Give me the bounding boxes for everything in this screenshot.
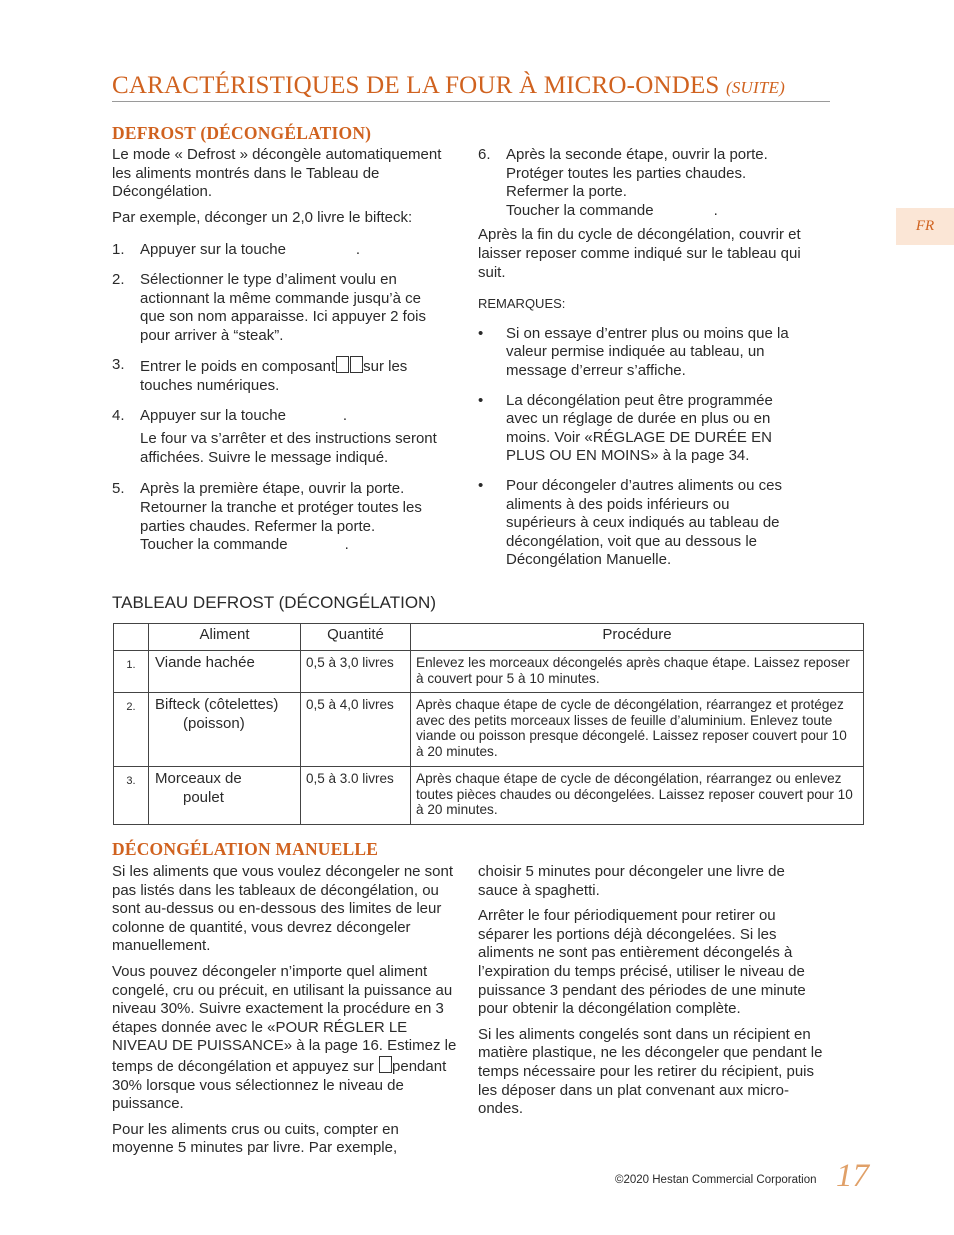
row-number: 2.	[114, 693, 149, 767]
step-number: 2.	[112, 270, 125, 288]
manual-p4: choisir 5 minutes pour décongeler une livre de sauce à spaghetti.	[478, 863, 785, 899]
remark-text: Si on essaye d’entrer plus ou moins que la valeur permise indiquée au tableau, un message d’erreur s’affiche.	[506, 324, 789, 379]
manual-p2-text: Vous pouvez décongeler n’importe quel aliment congelé, cru ou précuit, en utilisant la puissance au niveau 30%. Suivre exactement la procédure en 3 étapes donnée avec le «POUR RÉGLER LE NIVEAU DE PUISSANCE» à la page 16. Estimez le temps de décongélation et appuyez sur	[112, 962, 457, 1075]
table-row	[114, 651, 864, 693]
step-text: sur les touches numériques.	[140, 358, 408, 394]
food-name: Viande hachée	[155, 654, 255, 671]
step-number: 4.	[112, 406, 125, 424]
column-header	[114, 624, 149, 651]
step-number: 5.	[112, 480, 125, 498]
row-number: 3.	[114, 767, 149, 825]
column-header: Quantité	[301, 624, 411, 651]
procedure-cell: Enlevez les morceaux décongelés après chaque étape. Laissez reposer à couvert pour 5 à 10 minutes.	[411, 651, 864, 693]
defrost-left-column	[112, 146, 464, 555]
step-1	[112, 241, 464, 260]
food-cell	[149, 693, 301, 767]
step-end: .	[713, 201, 718, 219]
quantity-cell: 0,5 à 3.0 livres	[301, 767, 411, 825]
manual-p6: Si les aliments congelés sont dans un récipient en matière plastique, ne les décongeler que pendant le temps nécessaire pour les retirer du récipient, puis les déposer dans un plat convenant aux micro-ondes.	[478, 1025, 823, 1118]
column-header: Aliment	[149, 624, 301, 651]
manual-right-column	[478, 863, 824, 1119]
remark-text: Pour décongeler d’autres aliments ou ces aliments à des poids inférieurs ou supérieurs à ceux indiqués au tableau de décongélation, voit que au dessous le Décongélation Manuelle.	[506, 476, 782, 569]
quantity-cell: 0,5 à 4,0 livres	[301, 693, 411, 767]
table-heading: TABLEAU DEFROST (DÉCONGÉLATION)	[112, 593, 436, 612]
step-number: 6.	[478, 146, 491, 163]
step-text: Après la première étape, ouvrir la porte. Retourner la tranche et protéger toutes les parties chaudes. Refermer la porte.	[140, 480, 422, 535]
manual-p2	[112, 963, 458, 1114]
step-end: .	[344, 536, 349, 554]
bullet: •	[478, 476, 484, 494]
step-6	[478, 146, 796, 220]
table-row	[114, 767, 864, 825]
remark-item	[478, 392, 800, 466]
key-box-icon	[336, 356, 349, 373]
defrost-example: Par exemple, déconger un 2,0 livre le bifteck:	[112, 208, 413, 226]
defrost-intro: Le mode « Defrost » décongèle automatiquement les aliments montrés dans le Tableau de Décongélation.	[112, 146, 442, 201]
defrost-after: Après la fin du cycle de décongélation, couvrir et laisser reposer comme indiqué sur le tableau qui suit.	[478, 226, 801, 281]
footer-copyright: ©2020 Hestan Commercial Corporation	[615, 1174, 817, 1186]
step-4	[112, 407, 464, 468]
row-number: 1.	[114, 651, 149, 693]
bullet: •	[478, 391, 484, 409]
procedure-cell: Après chaque étape de cycle de décongélation, réarrangez ou enlevez toutes pièces chaudes ou décongelées. Laissez reposer couvert pour 10 à 20 minutes.	[411, 767, 864, 825]
step-3	[112, 356, 440, 395]
step-number: 3.	[112, 356, 125, 374]
food-name-continued: (poisson)	[183, 714, 245, 732]
step-text: Appuyer sur la touche	[140, 406, 286, 424]
step-text: Entrer le poids en composant	[140, 358, 336, 376]
manual-p3: Pour les aliments crus ou cuits, compter en moyenne 5 minutes par livre. Par exemple,	[112, 1120, 399, 1157]
quantity-cell: 0,5 à 3,0 livres	[301, 651, 411, 693]
remark-item	[478, 325, 800, 381]
step-text: Appuyer sur la touche	[140, 241, 286, 259]
manual-p1: Si les aliments que vous voulez décongeler ne sont pas listés dans les tableaux de décongélation, ou sont au-dessus ou en-dessous des limites de leur colonne de quantité, vous devrez décongeler manuellement.	[112, 863, 454, 955]
defrost-table	[113, 623, 864, 825]
food-name: Bifteck (côtelettes)	[155, 696, 279, 713]
page-title	[112, 72, 830, 102]
food-name-continued: poulet	[183, 788, 224, 806]
step-2	[112, 271, 440, 345]
manual-heading: DÉCONGÉLATION MANUELLE	[112, 839, 379, 859]
bullet: •	[478, 324, 484, 342]
step-text: Sélectionner le type d’aliment voulu en actionnant la même commande jusqu’à ce que son nom apparaisse. Ici appuyer 2 fois pour arriver à “steak”.	[140, 270, 427, 344]
defrost-steps	[112, 241, 464, 554]
step-text: Après la seconde étape, ouvrir la porte. Protéger toutes les parties chaudes. Refermer la porte.	[506, 146, 768, 201]
food-cell	[149, 651, 301, 693]
defrost-right-column	[478, 146, 830, 570]
remark-item	[478, 477, 800, 570]
manual-p5: Arrêter le four périodiquement pour retirer ou séparer les portions déjà décongelées. Si les aliments ne sont pas entièrement décongelés à l’expiration du temps précisé, utiliser le niveau de puissance 3 pendant des périodes de une minute pour obtenir la décongélation complète.	[478, 907, 806, 1018]
table-header-row	[114, 624, 864, 651]
step-5	[112, 480, 432, 554]
manual-p2-text: pendant 30% lorsque vous sélectionnez le niveau de puissance.	[112, 1057, 447, 1113]
table-row	[114, 693, 864, 767]
remarks-list	[478, 325, 800, 570]
language-tab: FR	[896, 208, 954, 245]
step-extra: Le four va s’arrêter et des instructions seront affichées. Suivre le message indiqué.	[140, 430, 437, 466]
step-text: Toucher la commande	[140, 536, 288, 554]
remarks-heading: REMARQUES:	[478, 296, 566, 312]
defrost-steps-continued	[478, 146, 830, 220]
food-cell	[149, 767, 301, 825]
food-name: Morceaux de	[155, 770, 242, 787]
manual-left-column	[112, 863, 458, 1158]
title-suffix: (SUITE)	[726, 78, 785, 97]
step-end: .	[342, 406, 348, 424]
procedure-cell: Après chaque étape de cycle de décongélation, réarrangez et protégez avec des petits morceaux lisses de feuille d’aluminium. Enlevez toute viande ou poisson presque décongelé. Laissez reposer couvert pour 10 à 20 minutes.	[411, 693, 864, 767]
title-text: CARACTÉRISTIQUES DE LA FOUR À MICRO-ONDES	[112, 72, 720, 99]
column-header: Procédure	[411, 624, 864, 651]
step-text: Toucher la commande	[506, 201, 654, 219]
remark-text: La décongélation peut être programmée avec un réglage de durée en plus ou en moins. Voir «RÉGLAGE DE DURÉE EN PLUS OU EN MOINS» à la page 34.	[506, 391, 773, 465]
step-end: .	[355, 241, 361, 259]
defrost-heading: DEFROST (DÉCONGÉLATION)	[112, 123, 372, 143]
key-box-icon	[350, 356, 363, 373]
step-number: 1.	[112, 241, 125, 259]
page-number: 17	[836, 1158, 869, 1194]
key-box-icon	[379, 1056, 392, 1073]
